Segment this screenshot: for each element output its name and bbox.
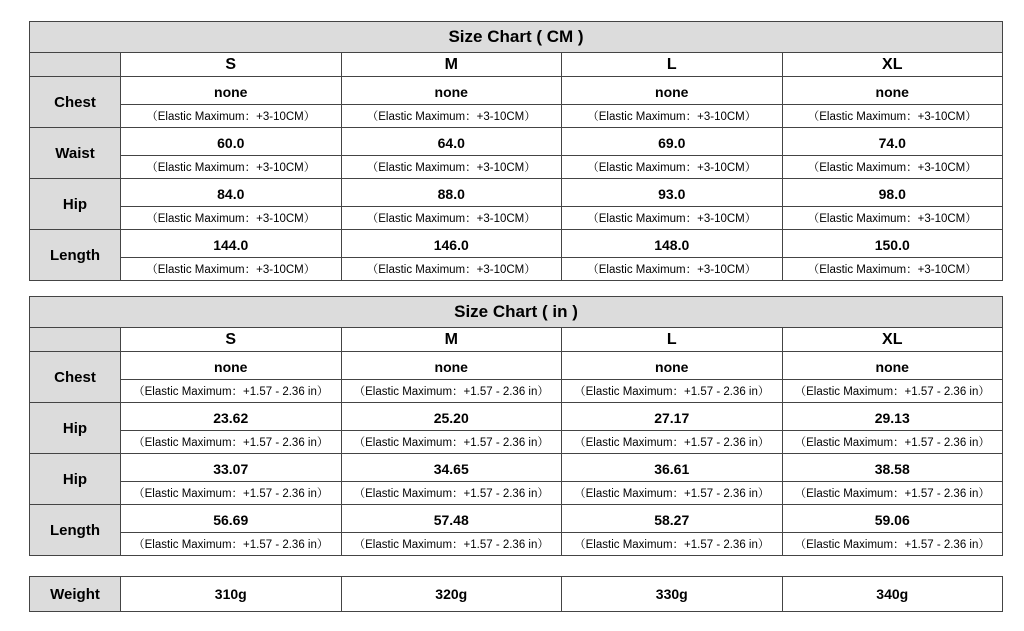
header-corner	[30, 53, 121, 77]
elastic-note: （Elastic Maximum：+3-10CM）	[121, 156, 342, 179]
row-label-hip: Hip	[30, 179, 121, 230]
elastic-note: （Elastic Maximum：+1.57 - 2.36 in）	[782, 431, 1003, 454]
elastic-note: （Elastic Maximum：+1.57 - 2.36 in）	[782, 380, 1003, 403]
cell-value: 60.0	[121, 128, 342, 156]
cell-value: 74.0	[782, 128, 1003, 156]
elastic-note: （Elastic Maximum：+3-10CM）	[782, 156, 1003, 179]
elastic-note: （Elastic Maximum：+3-10CM）	[562, 156, 783, 179]
row-label-hip: Hip	[30, 454, 121, 505]
elastic-note: （Elastic Maximum：+1.57 - 2.36 in）	[341, 431, 562, 454]
row-label-length: Length	[30, 230, 121, 281]
elastic-note: （Elastic Maximum：+1.57 - 2.36 in）	[562, 380, 783, 403]
weight-table	[29, 576, 1003, 612]
cell-value: 148.0	[562, 230, 783, 258]
row-label-waist: Waist	[30, 128, 121, 179]
cell-value: 23.62	[121, 403, 342, 431]
weight-value-m: 320g	[341, 577, 562, 612]
elastic-note: （Elastic Maximum：+3-10CM）	[121, 105, 342, 128]
header-corner	[30, 328, 121, 352]
size-chart-in-table	[29, 296, 1003, 556]
elastic-note: （Elastic Maximum：+3-10CM）	[341, 258, 562, 281]
row-label-chest: Chest	[30, 352, 121, 403]
cell-value: none	[782, 352, 1003, 380]
cell-value: none	[121, 77, 342, 105]
weight-value-xl: 340g	[782, 577, 1003, 612]
cell-value: none	[782, 77, 1003, 105]
elastic-note: （Elastic Maximum：+3-10CM）	[341, 105, 562, 128]
size-header-s: S	[121, 53, 342, 77]
cell-value: none	[562, 352, 783, 380]
size-header-l: L	[562, 53, 783, 77]
elastic-note: （Elastic Maximum：+3-10CM）	[782, 105, 1003, 128]
elastic-note: （Elastic Maximum：+1.57 - 2.36 in）	[121, 380, 342, 403]
cell-value: none	[121, 352, 342, 380]
cell-value: none	[341, 77, 562, 105]
cell-value: 34.65	[341, 454, 562, 482]
cell-value: 27.17	[562, 403, 783, 431]
elastic-note: （Elastic Maximum：+1.57 - 2.36 in）	[341, 533, 562, 556]
elastic-note: （Elastic Maximum：+3-10CM）	[782, 258, 1003, 281]
cell-value: 144.0	[121, 230, 342, 258]
elastic-note: （Elastic Maximum：+1.57 - 2.36 in）	[562, 533, 783, 556]
size-header-xl: XL	[782, 53, 1003, 77]
elastic-note: （Elastic Maximum：+1.57 - 2.36 in）	[341, 380, 562, 403]
elastic-note: （Elastic Maximum：+3-10CM）	[562, 258, 783, 281]
cell-value: 88.0	[341, 179, 562, 207]
cell-value: 64.0	[341, 128, 562, 156]
cell-value: 98.0	[782, 179, 1003, 207]
elastic-note: （Elastic Maximum：+1.57 - 2.36 in）	[121, 533, 342, 556]
cell-value: none	[562, 77, 783, 105]
cell-value: none	[341, 352, 562, 380]
cell-value: 84.0	[121, 179, 342, 207]
cell-value: 29.13	[782, 403, 1003, 431]
weight-value-s: 310g	[121, 577, 342, 612]
row-label-length: Length	[30, 505, 121, 556]
row-label-hip: Hip	[30, 403, 121, 454]
elastic-note: （Elastic Maximum：+3-10CM）	[121, 258, 342, 281]
cell-value: 93.0	[562, 179, 783, 207]
weight-value-l: 330g	[562, 577, 783, 612]
row-label-weight: Weight	[30, 577, 121, 612]
elastic-note: （Elastic Maximum：+3-10CM）	[562, 207, 783, 230]
elastic-note: （Elastic Maximum：+3-10CM）	[562, 105, 783, 128]
elastic-note: （Elastic Maximum：+3-10CM）	[782, 207, 1003, 230]
cell-value: 36.61	[562, 454, 783, 482]
cell-value: 59.06	[782, 505, 1003, 533]
cell-value: 146.0	[341, 230, 562, 258]
size-chart-cm-table	[29, 21, 1003, 281]
cell-value: 150.0	[782, 230, 1003, 258]
size-header-xl: XL	[782, 328, 1003, 352]
elastic-note: （Elastic Maximum：+3-10CM）	[341, 156, 562, 179]
size-header-m: M	[341, 53, 562, 77]
elastic-note: （Elastic Maximum：+1.57 - 2.36 in）	[341, 482, 562, 505]
row-label-chest: Chest	[30, 77, 121, 128]
size-header-m: M	[341, 328, 562, 352]
elastic-note: （Elastic Maximum：+1.57 - 2.36 in）	[562, 431, 783, 454]
size-header-l: L	[562, 328, 783, 352]
elastic-note: （Elastic Maximum：+1.57 - 2.36 in）	[562, 482, 783, 505]
cell-value: 57.48	[341, 505, 562, 533]
cell-value: 33.07	[121, 454, 342, 482]
elastic-note: （Elastic Maximum：+1.57 - 2.36 in）	[121, 431, 342, 454]
cell-value: 25.20	[341, 403, 562, 431]
elastic-note: （Elastic Maximum：+3-10CM）	[121, 207, 342, 230]
cell-value: 69.0	[562, 128, 783, 156]
elastic-note: （Elastic Maximum：+1.57 - 2.36 in）	[121, 482, 342, 505]
elastic-note: （Elastic Maximum：+1.57 - 2.36 in）	[782, 533, 1003, 556]
cell-value: 58.27	[562, 505, 783, 533]
cell-value: 38.58	[782, 454, 1003, 482]
size-chart-cm-title: Size Chart ( CM )	[30, 22, 1003, 53]
elastic-note: （Elastic Maximum：+3-10CM）	[341, 207, 562, 230]
cell-value: 56.69	[121, 505, 342, 533]
size-header-s: S	[121, 328, 342, 352]
size-chart-in-title: Size Chart ( in )	[30, 297, 1003, 328]
elastic-note: （Elastic Maximum：+1.57 - 2.36 in）	[782, 482, 1003, 505]
